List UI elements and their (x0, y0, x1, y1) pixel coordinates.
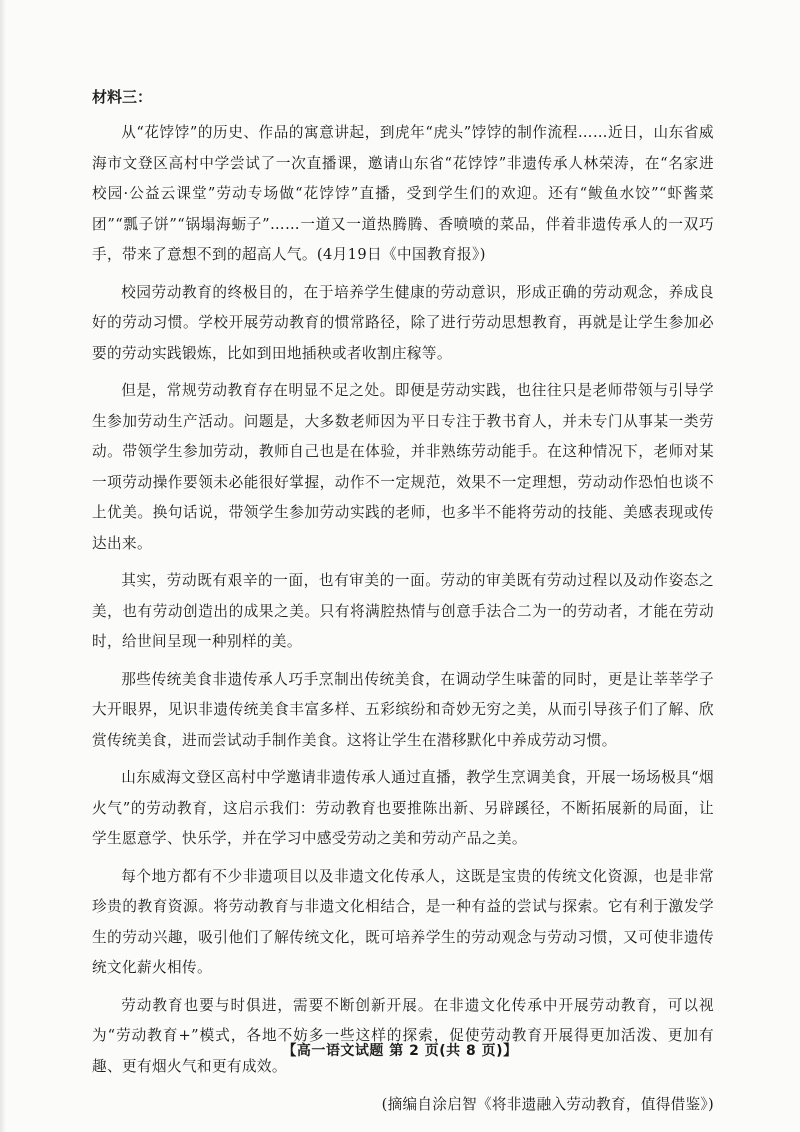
document-body (92, 82, 714, 1120)
paragraph-3: 但是，常规劳动教育存在明显不足之处。即便是劳动实践，也往往只是老师带领与引导学生参加劳动生产活动。问题是，大多数老师因为平日专注于教书育人，并未专门从事某一类劳动。带领学生参加劳动，教师自己也是在体验，并非熟练劳动能手。在这种情况下，老师对某一项劳动操作要领未必能很好掌握，动作不一定规范，效果不一定理想，劳动动作恐怕也谈不上优美。换句话说，带领学生参加劳动实践的老师，也多半不能将劳动的技能、美感表现或传达出来。 (92, 382, 714, 552)
paragraph-8: 劳动教育也要与时俱进，需要不断创新开展。在非遗文化传承中开展劳动教育，可以视为“劳动教育+”模式，各地不妨多一些这样的探索，促使劳动教育开展得更加活泼、更加有趣、更有烟火气和更有成效。 (92, 996, 714, 1075)
paragraph-6: 山东威海文登区高村中学邀请非遗传承人通过直播，教学生烹调美食，开展一场场极具“烟火气”的劳动教育，这启示我们：劳动教育也要推陈出新、另辟蹊径，不断拓展新的局面，让学生愿意学、快乐学，并在学习中感受劳动之美和劳动产品之美。 (92, 769, 714, 847)
paragraph-7: 每个地方都有不少非遗项目以及非遗文化传承人，这既是宝贵的传统文化资源，也是非常珍贵的教育资源。将劳动教育与非遗文化相结合，是一种有益的尝试与探索。它有利于激发学生的劳动兴趣，吸引他们了解传统文化，既可培养学生的劳动观念与劳动习惯，又可使非遗传统文化薪火相传。 (92, 867, 714, 976)
section-heading: 材料三： (92, 88, 153, 106)
paragraph-4: 其实，劳动既有艰辛的一面，也有审美的一面。劳动的审美既有劳动过程以及动作姿态之美，也有劳动创造出的成果之美。只有将满腔热情与创意手法合二为一的劳动者，才能在劳动时，给世间呈现一种别样的美。 (92, 572, 714, 650)
paragraph-1: 从“花饽饽”的历史、作品的寓意讲起，到虎年“虎头”饽饽的制作流程……近日，山东省威海市文登区高村中学尝试了一次直播课，邀请山东省“花饽饽”非遗传承人林荣涛，在“名家进校园·公益云课堂”劳动专场做“花饽饽”直播，受到学生们的欢迎。还有“鲅鱼水饺”“虾酱菜团”“瓢子饼”“锅塌海蛎子”……一道又一道热腾腾、香喷喷的菜品，伴着非遗传承人的一双巧手，带来了意想不到的超高人气。(4月19日《中国教育报》) (92, 124, 714, 263)
page-footer: 【高一语文试题 第 2 页(共 8 页)】 (282, 1043, 518, 1059)
source-citation: (摘编自涂启智《将非遗融入劳动教育，值得借鉴》) (381, 1096, 714, 1113)
paragraph-2: 校园劳动教育的终极目的，在于培养学生健康的劳动意识，形成正确的劳动观念，养成良好的劳动习惯。学校开展劳动教育的惯常路径，除了进行劳动思想教育，再就是让学生参加必要的劳动实践锻炼，比如到田地插秧或者收割庄稼等。 (92, 283, 714, 362)
paragraph-5: 那些传统美食非遗传承人巧手烹制出传统美食，在调动学生味蕾的同时，更是让莘莘学子大开眼界，见识非遗传统美食丰富多样、五彩缤纷和奇妙无穷之美，从而引导孩子们了解、欣赏传统美食，进而尝试动手制作美食。这将让学生在潜移默化中养成劳动习惯。 (92, 670, 714, 749)
scan-edge-shadow (0, 0, 6, 1132)
